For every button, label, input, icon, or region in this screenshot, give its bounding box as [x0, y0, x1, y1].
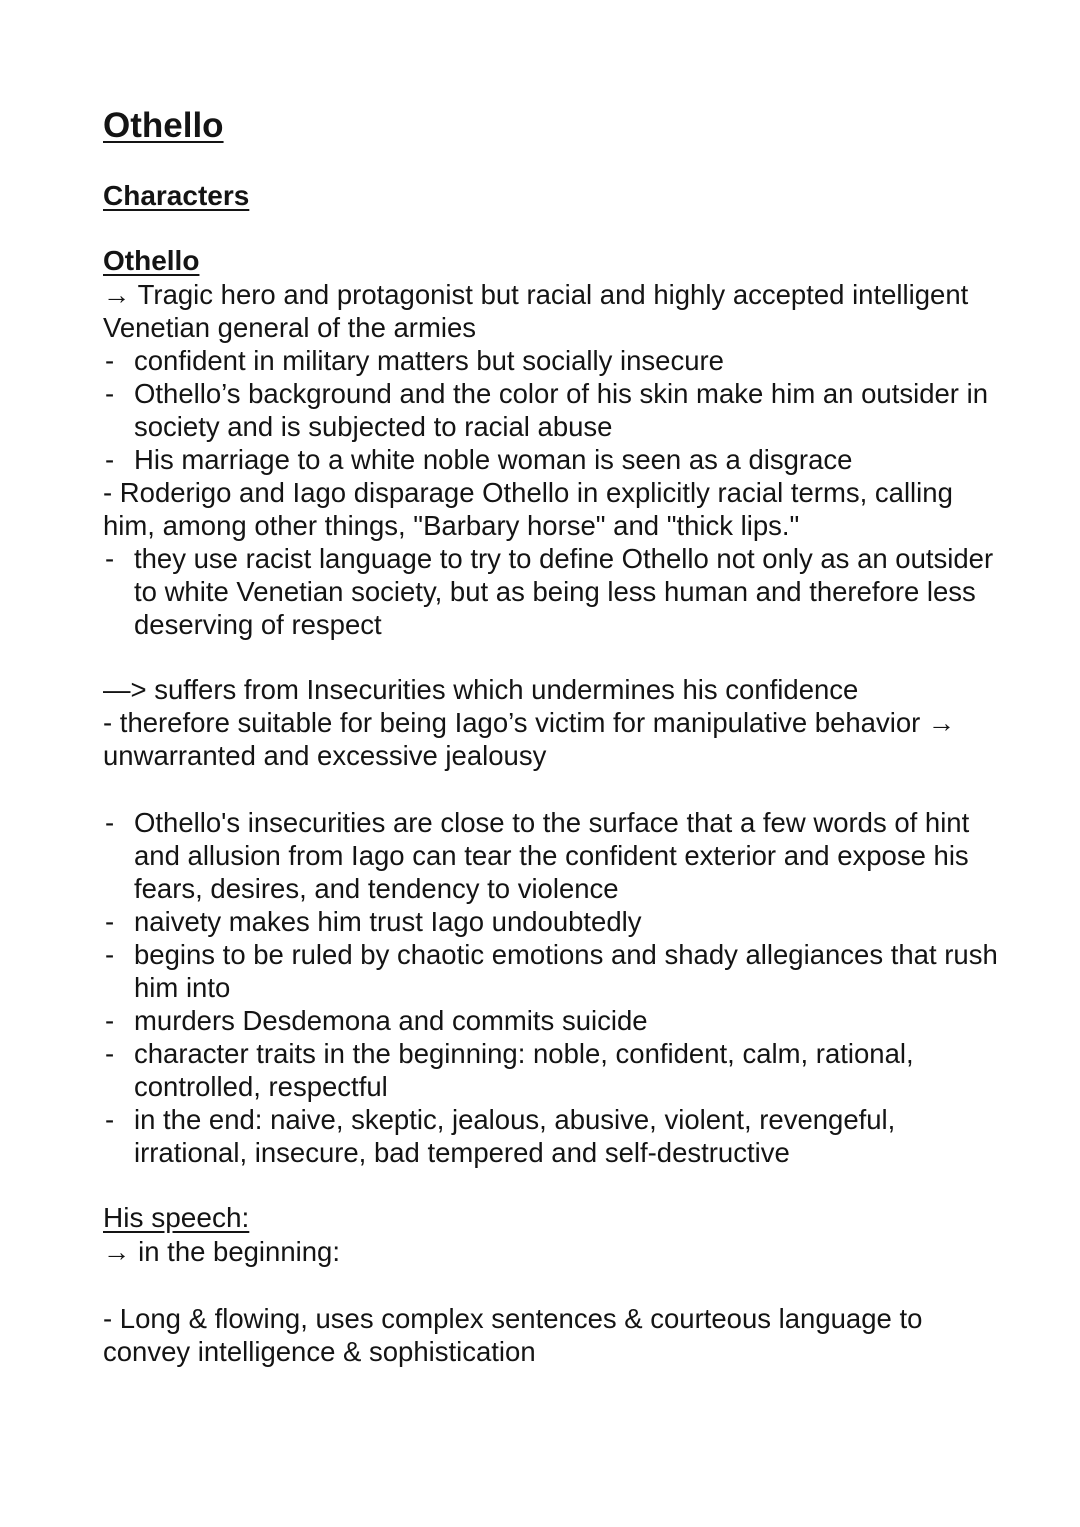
list-item: - Othello’s background and the color of his skin make him an outsider in society and is subjected to racial abuse	[103, 377, 1003, 443]
list-item: - in the end: naive, skeptic, jealous, abusive, violent, revengeful, irrational, insecure, bad tempered and self-destructive	[103, 1103, 1003, 1169]
list-item: - begins to be ruled by chaotic emotions and shady allegiances that rush him into	[103, 938, 1003, 1004]
list-item: - confident in military matters but socially insecure	[103, 344, 1003, 377]
list-item: - they use racist language to try to define Othello not only as an outsider to white Venetian society, but as being less human and therefore less deserving of respect	[103, 542, 1003, 641]
character-intro: → Tragic hero and protagonist but racial and highly accepted intelligent Venetian general of the armies	[103, 279, 969, 343]
roderigo-line: - Roderigo and Iago disparage Othello in explicitly racial terms, calling him, among other things, "Barbary horse" and "thick lips."	[103, 477, 953, 541]
character-heading: Othello	[103, 245, 200, 276]
list-item: - murders Desdemona and commits suicide	[103, 1004, 1003, 1037]
insecurity-line: —> suffers from Insecurities which undermines his confidence	[103, 674, 859, 705]
speech-point: - Long & flowing, uses complex sentences & courteous language to convey intelligence & sophistication	[103, 1303, 923, 1367]
speech-heading: His speech:	[103, 1202, 250, 1233]
list-item: - Othello's insecurities are close to the surface that a few words of hint and allusion from Iago can tear the confident exterior and expose his fears, desires, and tendency to violence	[103, 806, 1003, 905]
bullet-list-b	[103, 542, 1003, 641]
list-item: - naivety makes him trust Iago undoubtedly	[103, 905, 1003, 938]
speech-beginning: → in the beginning:	[103, 1236, 340, 1267]
bullet-list-a	[103, 344, 1003, 476]
notes-page	[103, 104, 1003, 1368]
page-title: Othello	[103, 106, 224, 145]
bullet-list-c	[103, 806, 1003, 1169]
list-item: - character traits in the beginning: noble, confident, calm, rational, controlled, respectful	[103, 1037, 1003, 1103]
suitable-line: - therefore suitable for being Iago’s victim for manipulative behavior → unwarranted and excessive jealousy	[103, 707, 956, 771]
list-item: - His marriage to a white noble woman is seen as a disgrace	[103, 443, 1003, 476]
section-heading: Characters	[103, 180, 250, 211]
